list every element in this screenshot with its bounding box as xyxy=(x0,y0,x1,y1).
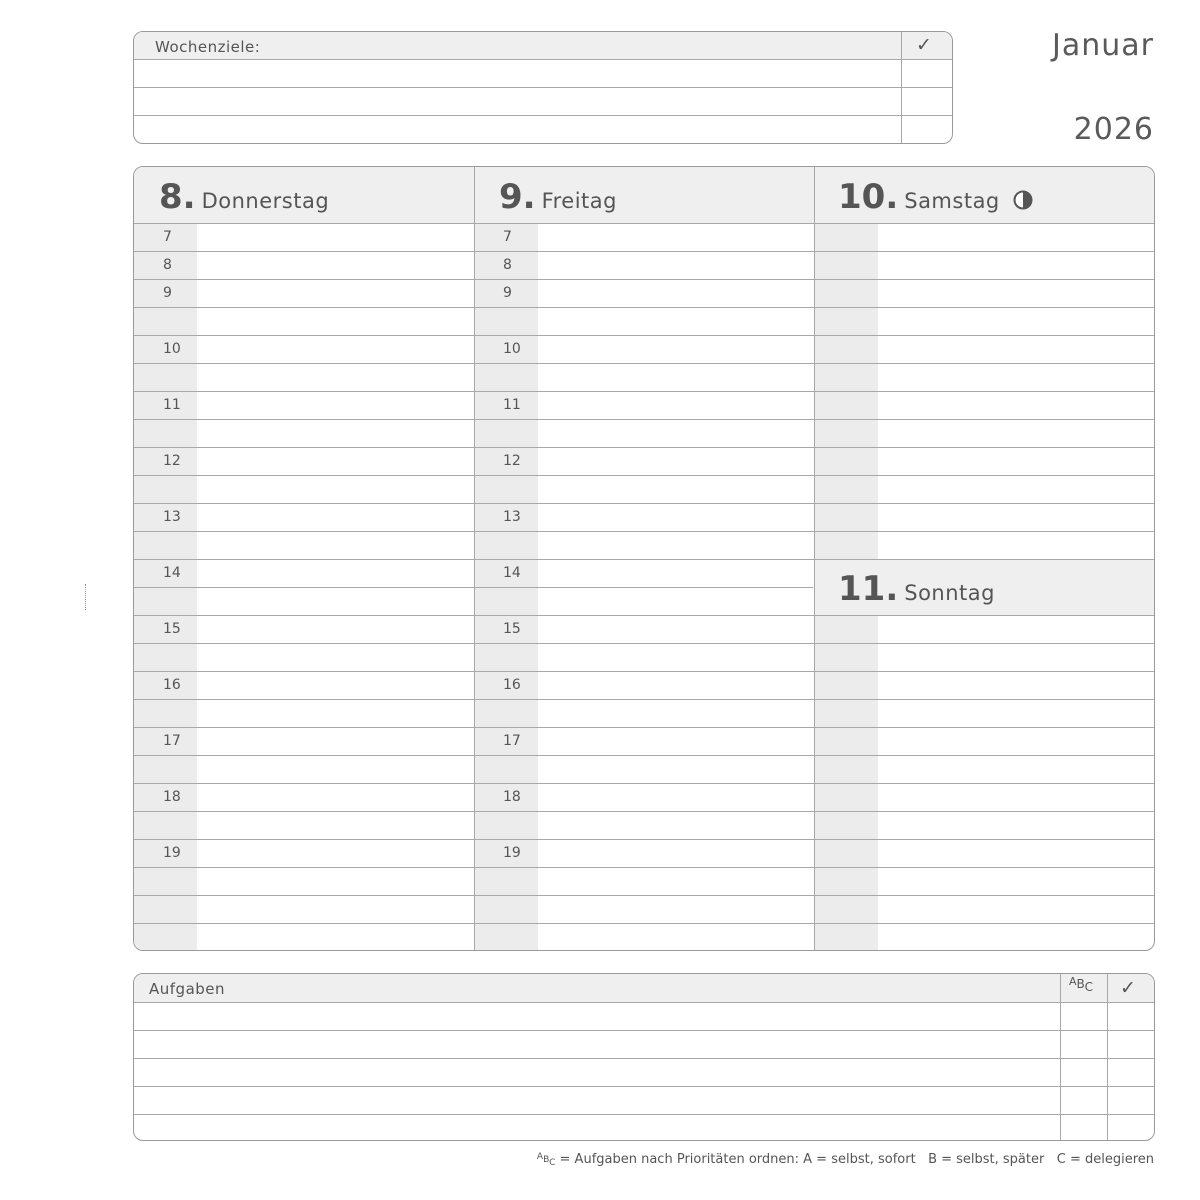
day-number: 10. xyxy=(838,177,899,217)
time-slot-weekend[interactable] xyxy=(878,756,1155,783)
task-check-cell[interactable] xyxy=(1108,1087,1155,1114)
year-label: 2026 xyxy=(1073,112,1154,147)
time-slot-weekend[interactable] xyxy=(878,476,1155,503)
hour-label: 8 xyxy=(503,257,512,273)
time-slot-thursday[interactable] xyxy=(197,840,474,867)
weekly-goal-line-3[interactable] xyxy=(134,116,901,143)
hour-label: 15 xyxy=(163,621,181,637)
time-slot-weekend[interactable] xyxy=(878,448,1155,475)
time-slot-friday[interactable] xyxy=(538,728,814,755)
task-line[interactable] xyxy=(134,1031,1060,1058)
time-slot-weekend[interactable] xyxy=(878,364,1155,391)
time-slot-thursday[interactable] xyxy=(197,672,474,699)
time-slot-friday[interactable] xyxy=(538,896,814,923)
time-slot-thursday[interactable] xyxy=(197,784,474,811)
time-slot-thursday[interactable] xyxy=(197,924,474,951)
weekly-goal-line-1[interactable] xyxy=(134,60,901,87)
time-slot-thursday[interactable] xyxy=(197,224,474,251)
time-slot-thursday[interactable] xyxy=(197,364,474,391)
time-slot-thursday[interactable] xyxy=(197,280,474,307)
hour-label: 11 xyxy=(163,397,181,413)
time-slot-friday[interactable] xyxy=(538,476,814,503)
day-name: Sonntag xyxy=(904,581,995,605)
time-slot-friday[interactable] xyxy=(538,672,814,699)
time-slot-weekend[interactable] xyxy=(878,924,1155,951)
task-check-cell[interactable] xyxy=(1108,1115,1155,1141)
time-slot-friday[interactable] xyxy=(538,532,814,559)
time-slot-friday[interactable] xyxy=(538,868,814,895)
hour-label: 9 xyxy=(503,285,512,301)
hour-label: 11 xyxy=(503,397,521,413)
day-header-sunday xyxy=(838,569,995,609)
time-slot-weekend[interactable] xyxy=(878,644,1155,671)
hour-label: 15 xyxy=(503,621,521,637)
time-slot-friday[interactable] xyxy=(538,924,814,951)
time-slot-friday[interactable] xyxy=(538,644,814,671)
time-slot-friday[interactable] xyxy=(538,252,814,279)
time-slot-weekend[interactable] xyxy=(878,784,1155,811)
time-slot-friday[interactable] xyxy=(538,308,814,335)
time-slot-thursday[interactable] xyxy=(197,252,474,279)
margin-mark xyxy=(85,584,88,610)
tasks-label: Aufgaben xyxy=(149,980,226,998)
time-slot-weekend[interactable] xyxy=(878,280,1155,307)
weekly-goals-label: Wochenziele: xyxy=(155,38,261,56)
tasks-check-header: ✓ xyxy=(1120,977,1136,999)
hour-label: 19 xyxy=(163,845,181,861)
time-slot-thursday[interactable] xyxy=(197,476,474,503)
hour-label: 10 xyxy=(163,341,181,357)
time-slot-thursday[interactable] xyxy=(197,448,474,475)
time-slot-friday[interactable] xyxy=(538,700,814,727)
time-slot-thursday[interactable] xyxy=(197,616,474,643)
time-slot-friday[interactable] xyxy=(538,280,814,307)
time-slot-thursday[interactable] xyxy=(197,336,474,363)
time-slot-thursday[interactable] xyxy=(197,812,474,839)
hour-label: 13 xyxy=(163,509,181,525)
time-slot-friday[interactable] xyxy=(538,588,814,615)
hour-label: 17 xyxy=(163,733,181,749)
footnote-text: = Aufgaben nach Prioritäten ordnen: A = selbst, sofort B = selbst, später C = delegieren xyxy=(559,1152,1154,1167)
time-slot-weekend[interactable] xyxy=(878,728,1155,755)
task-priority-cell[interactable] xyxy=(1061,1087,1107,1114)
tasks-box xyxy=(133,973,1155,1141)
time-slot-weekend[interactable] xyxy=(878,252,1155,279)
time-slot-thursday[interactable] xyxy=(197,756,474,783)
task-priority-cell[interactable] xyxy=(1061,1003,1107,1030)
time-slot-thursday[interactable] xyxy=(197,560,474,587)
hour-label: 9 xyxy=(163,285,172,301)
hour-label: 16 xyxy=(503,677,521,693)
hour-label: 17 xyxy=(503,733,521,749)
time-slot-weekend[interactable] xyxy=(878,672,1155,699)
time-slot-friday[interactable] xyxy=(538,420,814,447)
time-slot-friday[interactable] xyxy=(538,364,814,391)
hour-label: 12 xyxy=(503,453,521,469)
task-check-cell[interactable] xyxy=(1108,1059,1155,1086)
task-line[interactable] xyxy=(134,1115,1060,1141)
hour-label: 14 xyxy=(163,565,181,581)
time-slot-weekend[interactable] xyxy=(878,532,1155,559)
hour-label: 18 xyxy=(163,789,181,805)
time-slot-friday[interactable] xyxy=(538,560,814,587)
day-header-saturday xyxy=(838,177,1032,217)
task-line[interactable] xyxy=(134,1003,1060,1030)
time-slot-friday[interactable] xyxy=(538,448,814,475)
time-slot-thursday[interactable] xyxy=(197,644,474,671)
time-slot-thursday[interactable] xyxy=(197,532,474,559)
hour-label: 12 xyxy=(163,453,181,469)
task-check-cell[interactable] xyxy=(1108,1031,1155,1058)
task-priority-cell[interactable] xyxy=(1061,1059,1107,1086)
time-slot-thursday[interactable] xyxy=(197,392,474,419)
hour-label: 10 xyxy=(503,341,521,357)
time-slot-thursday[interactable] xyxy=(197,588,474,615)
time-slot-friday[interactable] xyxy=(538,224,814,251)
hour-label: 13 xyxy=(503,509,521,525)
time-slot-thursday[interactable] xyxy=(197,420,474,447)
weekly-goals-box xyxy=(133,31,953,144)
month-label: Januar xyxy=(1052,28,1154,63)
time-slot-weekend[interactable] xyxy=(878,812,1155,839)
time-slot-friday[interactable] xyxy=(538,784,814,811)
time-slot-thursday[interactable] xyxy=(197,700,474,727)
hour-label: 14 xyxy=(503,565,521,581)
hour-label: 19 xyxy=(503,845,521,861)
time-slot-weekend[interactable] xyxy=(878,504,1155,531)
day-header-thursday xyxy=(159,177,329,217)
task-line[interactable] xyxy=(134,1087,1060,1114)
half-moon-icon xyxy=(1012,190,1032,210)
day-number: 9. xyxy=(499,177,536,217)
priority-footnote: $^A$BC = Aufgaben nach Prioritäten ordnen: A = selbst, sofort B = selbst, später C = delegieren xyxy=(536,1152,1154,1168)
time-slot-weekend[interactable] xyxy=(878,896,1155,923)
day-number: 11. xyxy=(838,569,899,609)
time-slot-weekend[interactable] xyxy=(878,840,1155,867)
time-slot-weekend[interactable] xyxy=(878,868,1155,895)
hour-label: 7 xyxy=(163,229,172,245)
hour-label: 18 xyxy=(503,789,521,805)
time-slot-thursday[interactable] xyxy=(197,308,474,335)
tasks-header xyxy=(134,974,1154,1002)
time-slot-weekend[interactable] xyxy=(878,336,1155,363)
time-slot-thursday[interactable] xyxy=(197,504,474,531)
time-slot-thursday[interactable] xyxy=(197,868,474,895)
time-slot-friday[interactable] xyxy=(538,336,814,363)
day-grid xyxy=(133,166,1155,951)
abc-priority-header: ABC xyxy=(1069,975,1093,994)
day-number: 8. xyxy=(159,177,196,217)
day-name: Freitag xyxy=(541,189,617,213)
day-name: Donnerstag xyxy=(201,189,330,213)
task-check-cell[interactable] xyxy=(1108,1003,1155,1030)
time-slot-friday[interactable] xyxy=(538,840,814,867)
time-slot-weekend[interactable] xyxy=(878,224,1155,251)
task-priority-cell[interactable] xyxy=(1061,1031,1107,1058)
day-name: Samstag xyxy=(904,189,1000,213)
time-slot-weekend[interactable] xyxy=(878,420,1155,447)
time-slot-weekend[interactable] xyxy=(878,392,1155,419)
hour-label: 7 xyxy=(503,229,512,245)
time-slot-weekend[interactable] xyxy=(878,308,1155,335)
hour-label: 16 xyxy=(163,677,181,693)
time-slot-friday[interactable] xyxy=(538,756,814,783)
time-slot-friday[interactable] xyxy=(538,616,814,643)
time-slot-friday[interactable] xyxy=(538,392,814,419)
day-header-friday xyxy=(499,177,617,217)
time-slot-thursday[interactable] xyxy=(197,728,474,755)
time-slot-weekend[interactable] xyxy=(878,616,1155,643)
hour-label: 8 xyxy=(163,257,172,273)
time-slot-thursday[interactable] xyxy=(197,896,474,923)
weekly-goals-check-header: ✓ xyxy=(916,34,932,56)
time-slot-weekend[interactable] xyxy=(878,700,1155,727)
task-line[interactable] xyxy=(134,1059,1060,1086)
time-slot-friday[interactable] xyxy=(538,812,814,839)
time-slot-friday[interactable] xyxy=(538,504,814,531)
weekly-goal-line-2[interactable] xyxy=(134,88,901,115)
task-priority-cell[interactable] xyxy=(1061,1115,1107,1141)
